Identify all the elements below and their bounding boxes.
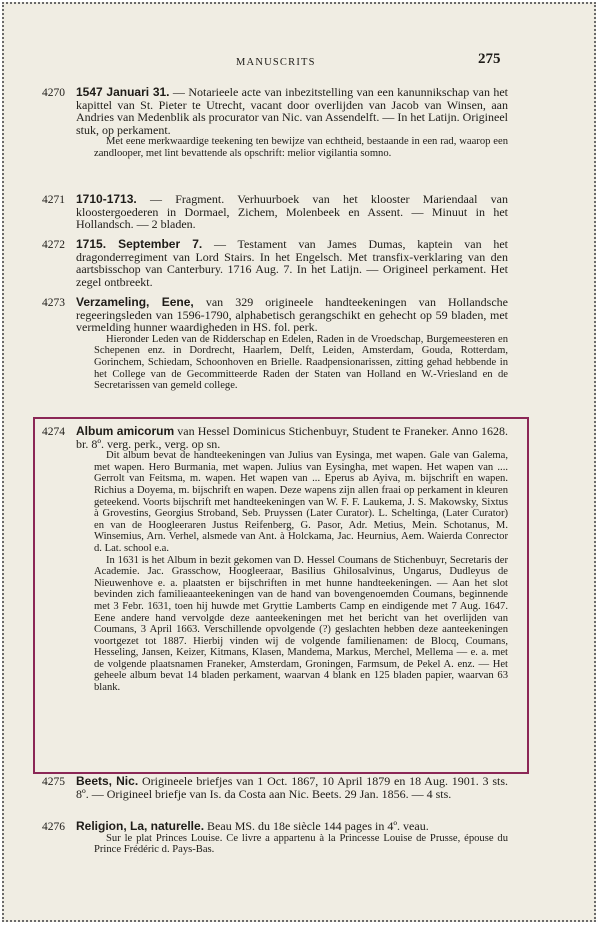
entry-4276: [42, 819, 508, 856]
entry-text: [76, 425, 508, 450]
note-paragraph: Met eene merkwaardige teekening ten bewijze van echtheid, bestaande in een rad, waarop een zandlooper, met lint bevattende als opschrift: melior vigilantia somno.: [94, 136, 508, 159]
entry-note: [94, 334, 508, 392]
entry-4273: [42, 295, 508, 392]
note-paragraph: Hieronder Leden van de Ridderschap en Edelen, Raden in de Vroedschap, Burgemeesteren en Schepenen enz. in Dordrecht, Haarlem, Delft, Leiden, Amsterdam, Gouda, Rotterdam, Gorinchem, Schiedam, Schoonhoven en Brielle. Raadpensionarissen, zitting gehad hebbende in het College van de Gecommitteerde Raden der Staten van Holland en W.-Vriesland en de Secretarissen van gemeld college.: [94, 333, 508, 392]
entry-text: [76, 86, 508, 136]
running-title: MANUSCRITS: [236, 57, 316, 68]
entry-description: Beau MS. du 18e siècle 144 pages in 4º. veau.: [204, 819, 429, 833]
entry-heading: Beets, Nic.: [76, 774, 139, 788]
entry-number: 4272: [42, 239, 65, 251]
entry-number: 4274: [42, 426, 65, 438]
entry-number: 4275: [42, 776, 65, 788]
entry-heading: Religion, La, naturelle.: [76, 819, 205, 833]
catalog-page: [2, 2, 596, 922]
entry-4275: [42, 774, 508, 801]
entry-number: 4271: [42, 194, 65, 206]
page-number: 275: [478, 51, 501, 67]
note-paragraph: Sur le plat Princes Louise. Ce livre a appartenu à la Princesse Louise de Prusse, épouse du Prince Frédéric d. Pays-Bas.: [94, 832, 508, 856]
entry-description: van Hessel Dominicus Stichenbuyr, Student te Franeker. Anno 1628. br. 8º. verg. perk., verg. op sn.: [76, 424, 509, 451]
entry-4271: [42, 192, 508, 232]
entry-description: — Notarieele acte van inbezitstelling van een kanunnikschap van het kapittel van St. Pieter te Utrecht, vacant door overlijden van Jacob van Winsen, aan Andries van Medenblik als procurator van Nic. van Assendelft. — In het Latijn. Origineel stuk, op perkament.: [76, 85, 509, 137]
entry-number: 4273: [42, 297, 65, 309]
entry-text: [76, 238, 508, 288]
running-header: [4, 49, 594, 69]
entry-heading: 1715. September 7.: [76, 237, 203, 251]
entry-number: 4270: [42, 87, 65, 99]
entry-text: [76, 820, 508, 833]
entry-note: [94, 833, 508, 856]
entry-description: — Testament van James Dumas, kaptein van het dragonderregiment van Lord Stairs. In het Engelsch. Met transfix-verklaring van den aartsbisschop van Canterbury. 1716 Aug. 7. In het Latijn. — Origineel perkament. Het zegel ontbreekt.: [76, 237, 508, 289]
note-paragraph: Dit album bevat de handteekeningen van Julius van Eysinga, met wapen. Gale van Galema, met wapen. Hero Burmania, met wapen. Julius van Eysingha, met wapen. Het wapen van .... Gerrolt van Feitsma, m. wapen. Het wapen van ... Eperus ab Ayiva, m. bijschrift en wapen. Richius a Doyema, m. bijschrift en wapen. Deze wapens zijn allen fraai op perkament in kleuren geteekend. Voorts bijschrift met handteekeningen van W. F. F. Laukema, J. S. Makowsky, Sixtus à Grovestins, Georgius Stroband, Seb. Pruyssen (Later Curator). L. Scheltinga, (Later Curator) en van de Hoogleeraren Justus Reifenberg, G. Pasor, Adr. Metius, Mein. Schotanus, M. Winsemius, Arn. Verhel, alsmede van Ant. à Holckama, Jac. Heurnius, Aem. Waierda Conrector d. Lat. school e.a.: [94, 450, 508, 554]
entry-4274: [42, 424, 509, 694]
entry-text: [76, 296, 508, 334]
entry-heading: Verzameling, Eene,: [76, 295, 194, 309]
entry-note: [94, 450, 508, 693]
entry-heading: 1710-1713.: [76, 192, 137, 206]
entry-4272: [42, 237, 508, 289]
entry-heading: 1547 Januari 31.: [76, 85, 170, 99]
entry-text: [76, 775, 508, 800]
entry-description: Origineele briefjes van 1 Oct. 1867, 10 April 1879 en 18 Aug. 1901. 3 sts. 8º. — Origineel briefje van Is. da Costa aan Nic. Beets. 29 Jan. 1856. — 4 sts.: [76, 774, 508, 801]
entry-text: [76, 193, 508, 231]
entry-heading: Album amicorum: [76, 424, 175, 438]
entry-number: 4276: [42, 821, 65, 833]
entry-description: — Fragment. Verhuurboek van het klooster Mariendaal van kloostergoederen in Dormael, Zichem, Molenbeek en Assent. — Minuut in het Hollandsch. — 2 bladen.: [76, 192, 508, 232]
entry-4270: [42, 85, 509, 160]
entry-description: van 329 origineele handteekeningen van Hollandsche regeeringsleden van 1596-1790, alphabetisch gerangschikt en gehecht op 59 bladen, met vermelding hunner waardigheden in HS. fol. perk.: [76, 295, 508, 335]
note-paragraph: In 1631 is het Album in bezit gekomen van D. Hessel Coumans de Stichenbuyr, Secretaris der Academie. Jac. Grasschow, Hoogleeraar, Basilius Ghilosalvinus, Ungarus, Dudleyus de Nieuwenhove e. a. plaatsten er bijschriften in met hunne handteekeningen. — Aan het slot bevinden zich familieaanteekeningen van de hand van bovengenoemden Coumans, beginnende met 3 Febr. 1631, toen hij huwde met Gryttie Lamberts Camp en eindigende met 7 Aug. 1647. Eene andere hand vervolgde deze aanteekeningen met het bericht van het overlijden van Coumans, 3 April 1663. Verschillende opvolgende (?) geslachten hebben deze aanteekeningen voortgezet tot 1887. Hierbij vinden wij de volgende familienamen: de Blocq, Coumans, Hesseling, Jansen, Keizer, Kitmans, Klasen, Mandema, Markus, Merchel, Mellema — e. a. met de volgende plaatsnamen Franeker, Amsterdam, Groningen, Farmsum, de Pekel A. enz. — Het geheele album bevat 14 bladen perkament, waarvan 4 blank en 125 bladen papier, waarvan 63 blank.: [94, 554, 508, 694]
entry-note: [94, 136, 508, 159]
